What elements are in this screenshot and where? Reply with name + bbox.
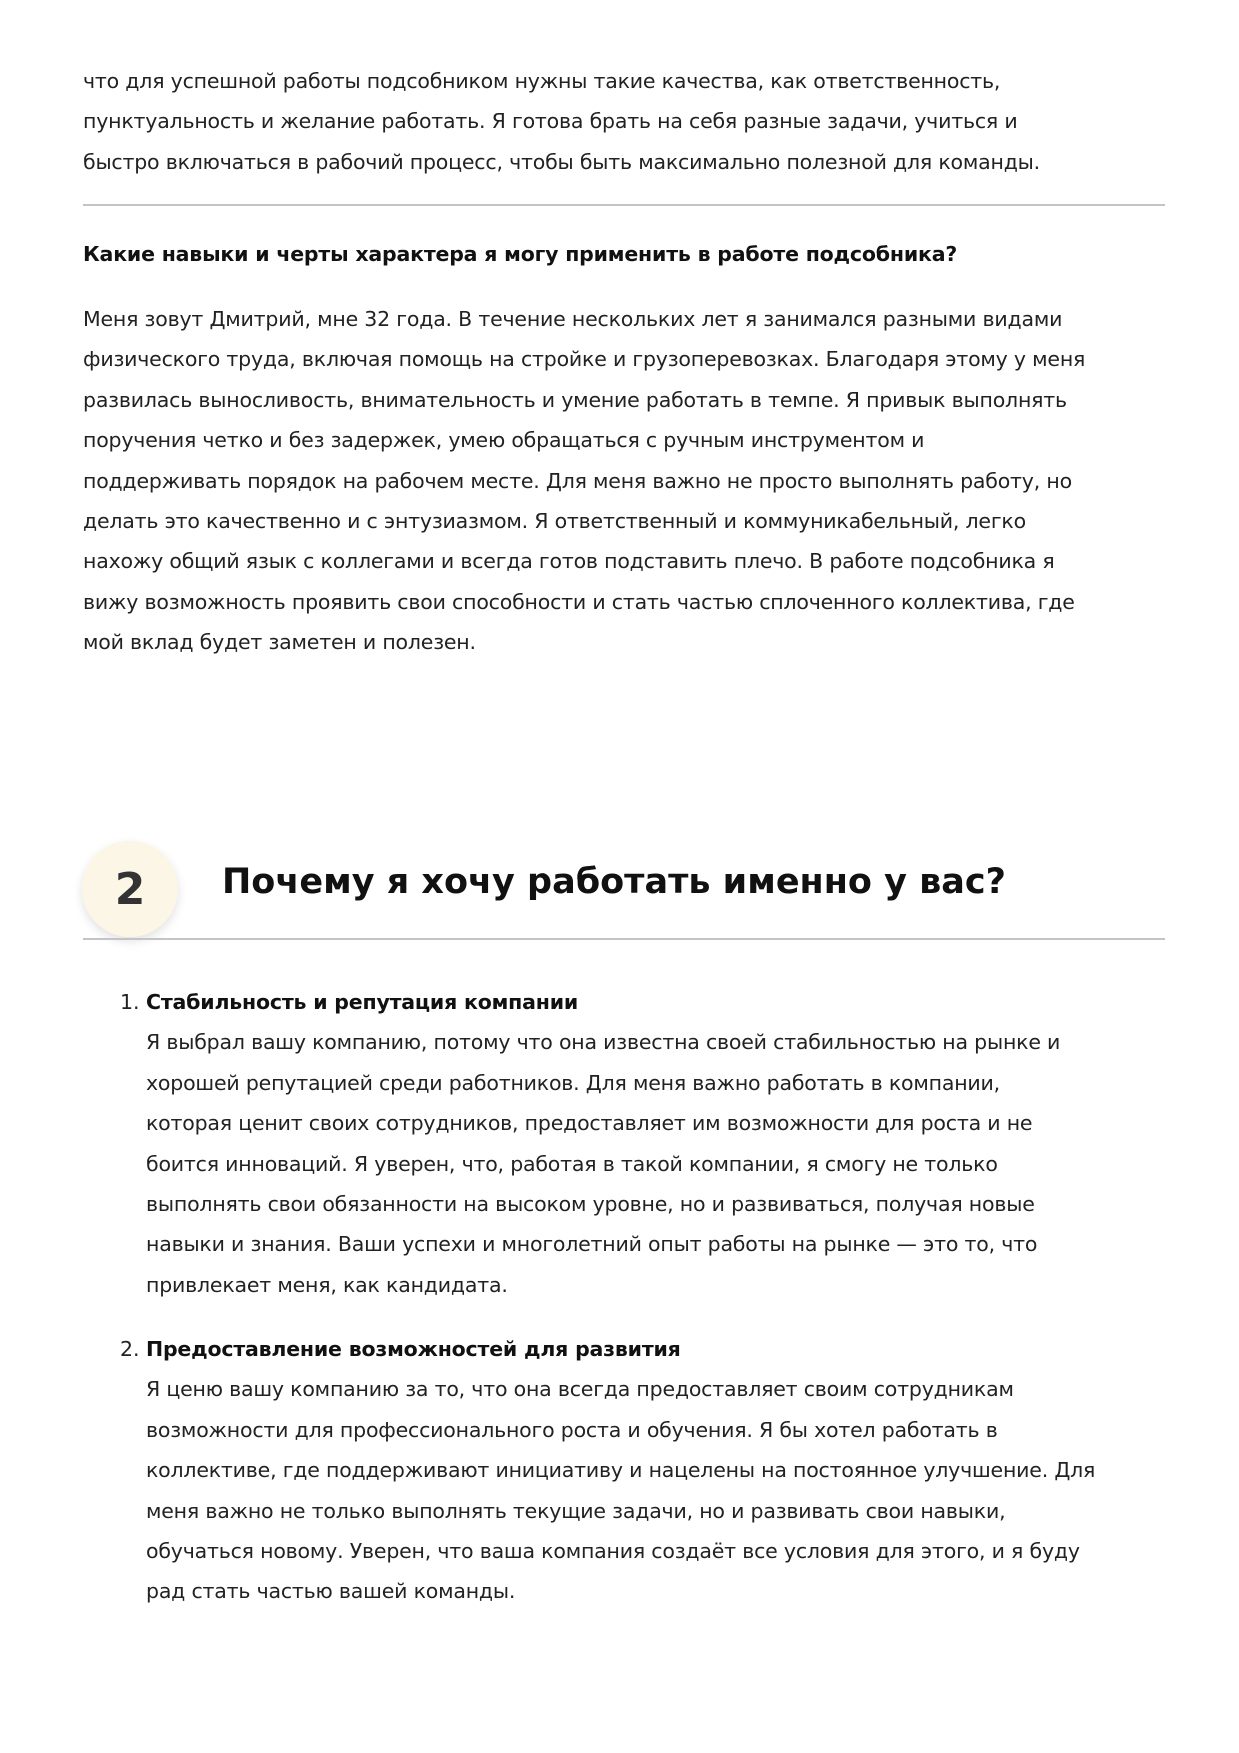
text-line: что для успешной работы подсобником нужны такие качества, как ответственность,: [83, 69, 1001, 93]
section-number-badge: 2: [82, 841, 178, 937]
section-title: Почему я хочу работать именно у вас?: [222, 862, 1006, 902]
text-line: которая ценит своих сотрудников, предоставляет им возможности для роста и не: [146, 1111, 1033, 1136]
text-line: поручения четко и без задержек, умею обращаться с ручным инструментом и: [83, 428, 925, 453]
text-line: боится инноваций. Я уверен, что, работая в такой компании, я смогу не только: [146, 1151, 998, 1176]
text-line: выполнять свои обязанности на высоком уровне, но и развиваться, получая новые: [146, 1192, 1035, 1217]
text-line: нахожу общий язык с коллегами и всегда готов подставить плечо. В работе подсобника я: [83, 549, 1055, 574]
text-line: Меня зовут Дмитрий, мне 32 года. В течение нескольких лет я занимался разными видами: [83, 307, 1063, 331]
text-line: пунктуальность и желание работать. Я готова брать на себя разные задачи, учиться и: [83, 109, 1018, 134]
section-divider: [83, 938, 1165, 940]
text-line: быстро включаться в рабочий процесс, чтобы быть максимально полезной для команды.: [83, 149, 1040, 174]
text-line: делать это качественно и с энтузиазмом. Я ответственный и коммуникабельный, легко: [83, 509, 1026, 534]
text-line: обучаться новому. Уверен, что ваша компания создаёт все условия для этого, и я буду: [146, 1539, 1080, 1564]
text-line: физического труда, включая помощь на стройке и грузоперевозках. Благодаря этому у меня: [83, 347, 1086, 372]
text-line: вижу возможность проявить свои способности и стать частью сплоченного коллектива, где: [83, 589, 1075, 614]
text-line: коллективе, где поддерживают инициативу и нацелены на постоянное улучшение. Для: [146, 1458, 1096, 1483]
text-line: Я выбрал вашу компанию, потому что она известна своей стабильностью на рынке и: [146, 1030, 1061, 1055]
text-line: хорошей репутацией среди работников. Для меня важно работать в компании,: [146, 1070, 1000, 1095]
text-line: возможности для профессионального роста и обучения. Я бы хотел работать в: [146, 1417, 998, 1442]
answer-paragraph: [83, 299, 1085, 663]
text-line: поддерживать порядок на рабочем месте. Для меня важно не просто выполнять работу, но: [83, 468, 1072, 493]
list-item-title: Предоставление возможностей для развития: [146, 1337, 681, 1361]
text-line: Я ценю вашу компанию за то, что она всегда предоставляет своим сотрудникам: [146, 1377, 1014, 1402]
text-line: мой вклад будет заметен и полезен.: [83, 630, 476, 655]
text-line: привлекает меня, как кандидата.: [146, 1272, 508, 1297]
intro-paragraph: [83, 61, 1040, 182]
list-number: 2.: [120, 1337, 140, 1361]
list-item-title: Стабильность и репутация компании: [146, 990, 579, 1014]
divider: [83, 204, 1165, 206]
question-heading: Какие навыки и черты характера я могу применить в работе подсобника?: [83, 242, 958, 266]
text-line: навыки и знания. Ваши успехи и многолетний опыт работы на рынке — это то, что: [146, 1232, 1038, 1257]
text-line: развилась выносливость, внимательность и умение работать в темпе. Я привык выполнять: [83, 387, 1067, 412]
text-line: меня важно не только выполнять текущие задачи, но и развивать свои навыки,: [146, 1498, 1006, 1523]
list-number: 1.: [120, 990, 140, 1014]
text-line: рад стать частью вашей команды.: [146, 1579, 516, 1604]
